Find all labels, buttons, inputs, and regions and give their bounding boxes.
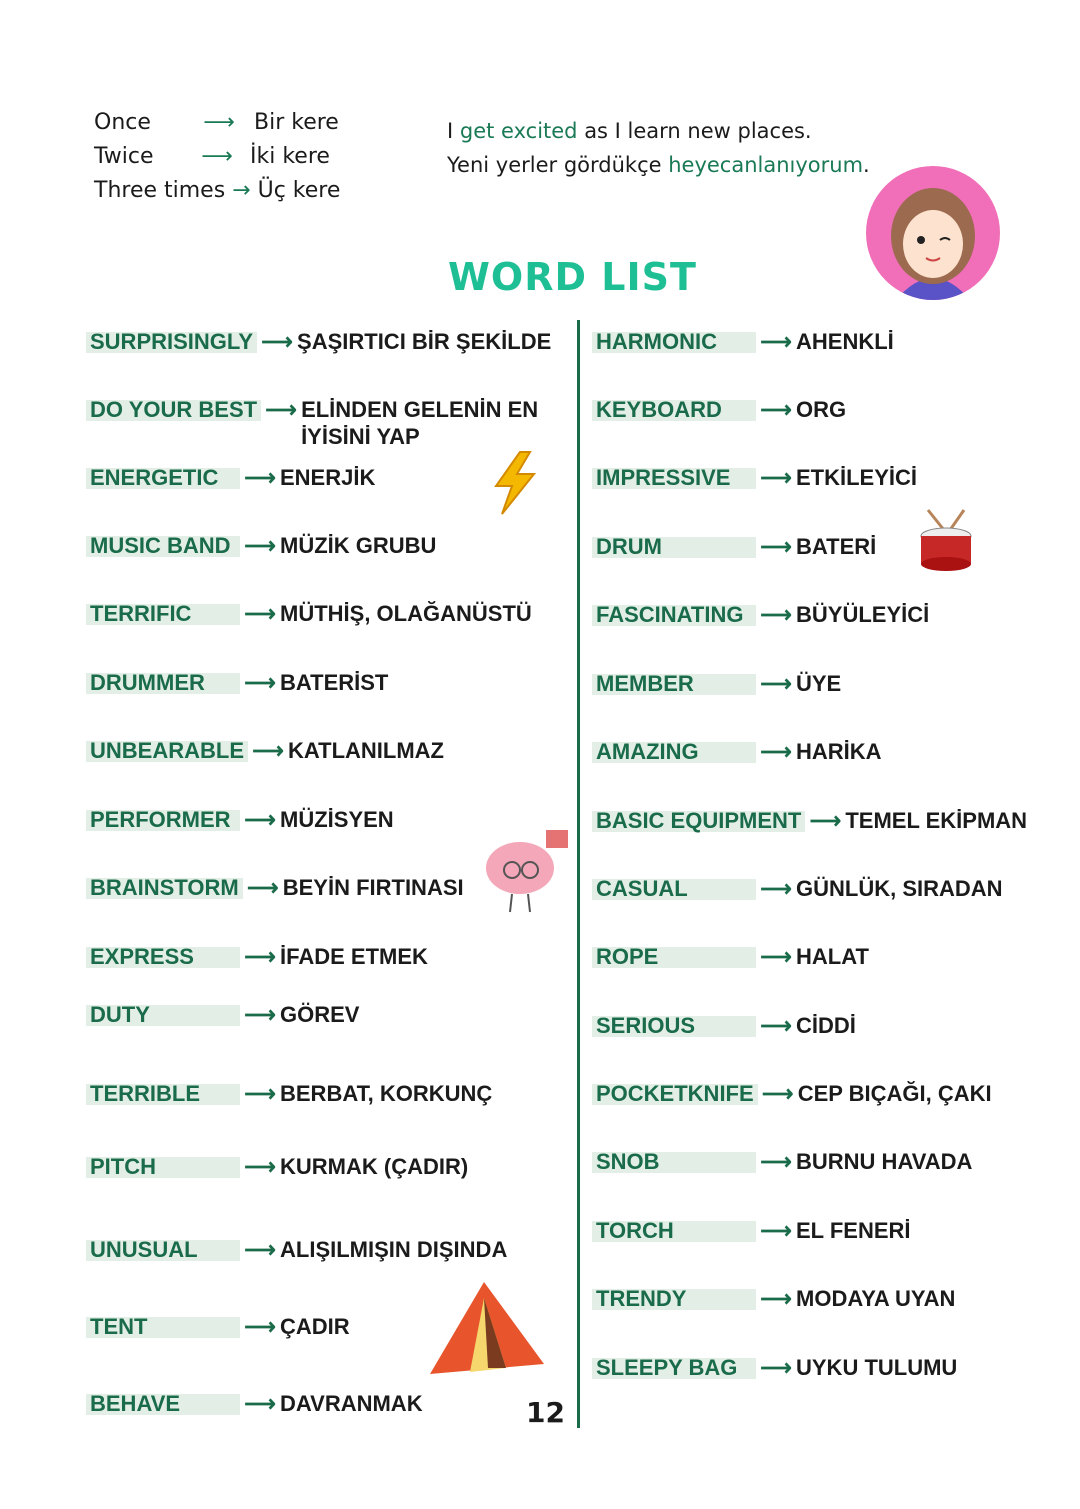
- english-word: IMPRESSIVE: [592, 464, 756, 491]
- arrow-icon: ⟶: [760, 1013, 792, 1038]
- turkish-translation: UYKU TULUMU: [796, 1355, 958, 1380]
- turkish-translation: HARİKA: [796, 739, 882, 764]
- arrow-icon: ⟶: [201, 144, 233, 169]
- arrow-icon: ⟶: [760, 876, 792, 901]
- highlight: heyecanlanıyorum: [668, 153, 864, 177]
- turkish-translation: ŞAŞIRTICI BİR ŞEKİLDE: [297, 329, 552, 354]
- frequency-row: [94, 174, 340, 208]
- arrow-icon: ⟶: [252, 738, 284, 763]
- word-row: [86, 1390, 570, 1417]
- arrow-icon: ⟶: [760, 602, 792, 627]
- turkish-translation: İFADE ETMEK: [280, 944, 428, 969]
- arrow-icon: ⟶: [760, 397, 792, 422]
- turkish-translation: GÖREV: [280, 1002, 360, 1027]
- word-row: [592, 601, 1076, 628]
- word-row: [592, 1217, 1076, 1244]
- arrow-icon: ⟶: [760, 1286, 792, 1311]
- english-word: MEMBER: [592, 670, 756, 697]
- english-word: TERRIBLE: [86, 1080, 240, 1107]
- english-word: EXPRESS: [86, 943, 240, 970]
- arrow-icon: ⟶: [760, 1355, 792, 1380]
- word-row: [592, 1080, 1076, 1107]
- english: Three times: [94, 178, 226, 203]
- arrow-icon: ⟶: [809, 808, 842, 833]
- arrow-icon: ⟶: [760, 465, 792, 490]
- english-word: POCKETKNIFE: [592, 1080, 758, 1107]
- arrow-icon: ⟶: [265, 397, 297, 422]
- arrow-icon: ⟶: [244, 944, 276, 969]
- arrow-icon: ⟶: [760, 534, 792, 559]
- turkish-translation: BERBAT, KORKUNÇ: [280, 1081, 493, 1106]
- english-word: CASUAL: [592, 875, 756, 902]
- english-word: UNUSUAL: [86, 1236, 240, 1263]
- word-row: [86, 1153, 570, 1180]
- word-row: [592, 1148, 1076, 1175]
- english-word: DRUMMER: [86, 669, 240, 696]
- arrow-icon: ⟶: [760, 329, 792, 354]
- turkish-translation: GÜNLÜK, SIRADAN: [796, 876, 1003, 901]
- english-word: MUSIC BAND: [86, 532, 240, 559]
- english-word: HARMONIC: [592, 328, 756, 355]
- word-row: [86, 396, 570, 450]
- english-word: DRUM: [592, 533, 756, 560]
- turkish-translation: DAVRANMAK: [280, 1391, 423, 1416]
- brain-icon: [470, 828, 575, 922]
- lightning-icon: [490, 450, 538, 520]
- arrow-icon: ⟶: [261, 329, 293, 354]
- arrow-icon: ⟶: [244, 1237, 276, 1262]
- arrow-icon: ⟶: [244, 1002, 276, 1027]
- turkish-translation: ALIŞILMIŞIN DIŞINDA: [280, 1237, 508, 1262]
- page-number: 12: [526, 1396, 565, 1429]
- turkish: Üç kere: [257, 178, 341, 203]
- english-word: TORCH: [592, 1217, 756, 1244]
- turkish-translation: EL FENERİ: [796, 1218, 911, 1243]
- text: I: [447, 119, 460, 143]
- column-divider: [577, 320, 580, 1428]
- turkish-translation: AHENKLİ: [796, 329, 894, 354]
- english-word: SLEEPY BAG: [592, 1354, 756, 1381]
- word-row: [592, 464, 1076, 491]
- arrow-icon: ⟶: [760, 1149, 792, 1174]
- english-word: DUTY: [86, 1001, 240, 1028]
- word-row: [592, 396, 1076, 423]
- turkish-translation: ETKİLEYİCİ: [796, 465, 918, 490]
- english-word: SNOB: [592, 1148, 756, 1175]
- turkish: Bir kere: [254, 110, 339, 135]
- example-sentence: [447, 114, 870, 182]
- english-word: TERRIFIC: [86, 600, 240, 627]
- english: Once: [94, 110, 151, 135]
- english-word: PITCH: [86, 1153, 240, 1180]
- english-word: TENT: [86, 1313, 240, 1340]
- word-row: [592, 943, 1076, 970]
- english-word: SERIOUS: [592, 1012, 756, 1039]
- frequency-row: [94, 106, 340, 140]
- word-row: [86, 737, 570, 764]
- turkish-translation: BEYİN FIRTINASI: [282, 875, 464, 900]
- arrow-icon: ⟶: [244, 1154, 276, 1179]
- word-row: [86, 943, 570, 970]
- english: Twice: [94, 144, 154, 169]
- word-row: [592, 1285, 1076, 1312]
- arrow-icon: ⟶: [244, 670, 276, 695]
- word-row: [592, 807, 1076, 834]
- girl-avatar-icon: [866, 166, 1000, 300]
- arrow-icon: ⟶: [244, 807, 276, 832]
- page-title: WORD LIST: [448, 255, 697, 299]
- drum-icon: [918, 508, 974, 576]
- arrow-icon: ⟶: [203, 110, 235, 135]
- turkish-translation: HALAT: [796, 944, 869, 969]
- text: .: [863, 153, 870, 177]
- word-row: [86, 532, 570, 559]
- word-row: [86, 669, 570, 696]
- word-row: [592, 875, 1076, 902]
- highlight: get excited: [459, 119, 578, 143]
- arrow-icon: ⟶: [244, 1391, 276, 1416]
- english-word: DO YOUR BEST: [86, 396, 261, 423]
- arrow-icon: ⟶: [761, 1081, 794, 1106]
- word-row: [592, 670, 1076, 697]
- english-word: SURPRISINGLY: [86, 328, 257, 355]
- arrow-icon: ⟶: [760, 739, 792, 764]
- text: as I learn new places.: [577, 119, 812, 143]
- turkish-translation: ELİNDEN GELENİN EN İYİSİNİ YAP: [301, 397, 539, 449]
- arrow-icon: ⟶: [244, 465, 276, 490]
- english-word: KEYBOARD: [592, 396, 756, 423]
- frequency-row: [94, 140, 340, 174]
- word-row: [592, 533, 1076, 560]
- turkish-translation: MÜZİSYEN: [280, 807, 394, 832]
- arrow-icon: ⟶: [244, 1081, 276, 1106]
- word-row: [86, 1236, 570, 1263]
- english-word: ENERGETIC: [86, 464, 240, 491]
- english-word: BRAINSTORM: [86, 874, 243, 901]
- frequency-list: [94, 106, 340, 208]
- word-row: [86, 328, 570, 355]
- turkish-translation: ENERJİK: [280, 465, 376, 490]
- word-row: [592, 738, 1076, 765]
- arrow-icon: ⟶: [246, 875, 279, 900]
- english-word: UNBEARABLE: [86, 737, 248, 764]
- turkish-translation: BURNU HAVADA: [796, 1149, 973, 1174]
- turkish-translation: ÇADIR: [280, 1314, 350, 1339]
- word-row: [592, 1012, 1076, 1039]
- turkish-translation: CİDDİ: [796, 1013, 856, 1038]
- turkish-translation: MÜTHİŞ, OLAĞANÜSTÜ: [280, 601, 532, 626]
- tent-icon: [426, 1278, 550, 1388]
- turkish: İki kere: [250, 144, 330, 169]
- english-word: ROPE: [592, 943, 756, 970]
- arrow-icon: ⟶: [244, 1314, 276, 1339]
- turkish-translation: ÜYE: [796, 671, 842, 696]
- turkish-translation: KATLANILMAZ: [288, 738, 444, 763]
- english-word: TRENDY: [592, 1285, 756, 1312]
- english-word: PERFORMER: [86, 806, 240, 833]
- turkish-translation: ORG: [796, 397, 847, 422]
- turkish-translation: TEMEL EKİPMAN: [845, 808, 1028, 833]
- arrow-icon: ⟶: [760, 671, 792, 696]
- word-row: [592, 1354, 1076, 1381]
- arrow-icon: ⟶: [760, 944, 792, 969]
- turkish-translation: KURMAK (ÇADIR): [280, 1154, 469, 1179]
- word-row: [86, 1001, 570, 1028]
- word-row: [86, 1080, 570, 1107]
- english-word: AMAZING: [592, 738, 756, 765]
- arrow-icon: ⟶: [760, 1218, 792, 1243]
- english-word: FASCINATING: [592, 601, 756, 628]
- arrow-icon: →: [225, 178, 258, 203]
- turkish-translation: BATERİST: [280, 670, 389, 695]
- word-row: [592, 328, 1076, 355]
- arrow-icon: ⟶: [244, 601, 276, 626]
- arrow-icon: ⟶: [244, 533, 276, 558]
- word-row: [86, 600, 570, 627]
- turkish-translation: MÜZİK GRUBU: [280, 533, 437, 558]
- turkish-translation: CEP BIÇAĞI, ÇAKI: [797, 1081, 992, 1106]
- english-word: BEHAVE: [86, 1390, 240, 1417]
- english-word: BASIC EQUIPMENT: [592, 807, 805, 834]
- turkish-translation: BATERİ: [796, 534, 877, 559]
- text: Yeni yerler gördükçe: [447, 153, 669, 177]
- turkish-translation: BÜYÜLEYİCİ: [796, 602, 930, 627]
- turkish-translation: MODAYA UYAN: [796, 1286, 956, 1311]
